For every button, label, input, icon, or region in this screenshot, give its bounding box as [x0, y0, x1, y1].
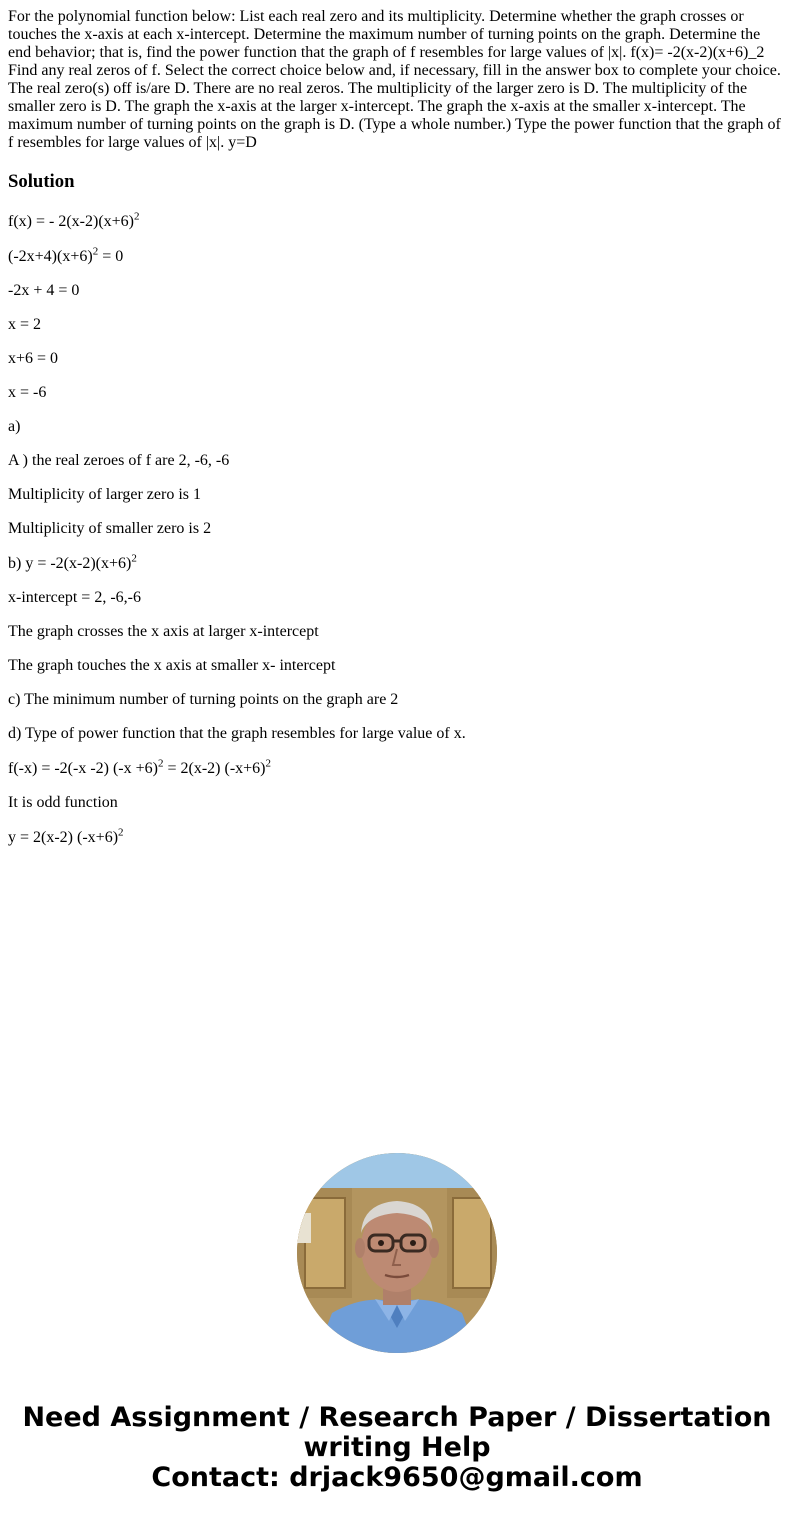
solution-line: b) $y = -2(x-2)(x+6)^2$: [8, 552, 137, 572]
solution-line: Multiplicity of larger zero is 1: [8, 486, 201, 503]
author-photo: [297, 1153, 497, 1353]
solution-line: y = 2(x-2) $(-x+6)^2$: [8, 826, 124, 846]
banner-line: Need Assignment / Research Paper / Dissertation: [22, 1402, 772, 1433]
contact-banner: [0, 1403, 794, 1493]
solution-line: A ) the real zeroes of f are 2, -6, -6: [8, 452, 230, 469]
solution-body: [8, 212, 786, 863]
solution-line: It is odd function: [8, 794, 118, 811]
solution-line: a): [8, 418, 21, 435]
author-photo-illustration: [297, 1153, 497, 1353]
solution-line: d) Type of power function that the graph resembles for large value of x.: [8, 725, 466, 742]
solution-line: f(x) = - $2(x-2)(x+6)^2$: [8, 210, 140, 230]
solution-line: x-intercept = 2, -6,-6: [8, 589, 141, 606]
solution-line: f(-x) = -2(-x -2) $(-x +6)^2 = 2(x-2)$ $(-x+6)^2$: [8, 757, 271, 777]
solution-heading: Solution: [8, 171, 75, 192]
solution-line: c) The minimum number of turning points on the graph are 2: [8, 691, 399, 708]
solution-line: x = -6: [8, 384, 47, 401]
solution-line: $(-2x+4)(x+6)^2 = 0$: [8, 245, 124, 265]
contact-email: Contact: drjack9650@gmail.com: [151, 1462, 643, 1493]
solution-line: x = 2: [8, 316, 42, 333]
solution-line: The graph crosses the x axis at larger x-intercept: [8, 623, 319, 640]
solution-line: The graph touches the x axis at smaller x- intercept: [8, 657, 336, 674]
solution-line: x+6 = 0: [8, 350, 59, 367]
solution-line: -2x + 4 = 0: [8, 282, 80, 299]
banner-line: writing Help: [303, 1432, 491, 1463]
solution-line: Multiplicity of smaller zero is 2: [8, 520, 212, 537]
question-text: For the polynomial function below: List each real zero and its multiplicity. Determine whether the graph crosses or touches the x-axis at each x-intercept. Determine the maximum number of turning points on the graph. Determine the end behavior; that is, find the power function that the graph of f resembles for large values of |x|. f(x)= -2(x-2)(x+6)_2 Find any real zeros of f. Select the correct choice below and, if necessary, fill in the answer box to complete your choice. The real zero(s) off is/are D. There are no real zeros. The multiplicity of the larger zero is D. The multiplicity of the smaller zero is D. The graph the x-axis at the larger x-intercept. The graph the x-axis at the smaller x-intercept. The maximum number of turning points on the graph is D. (Type a whole number.) Type the power function that the graph of f resembles for large values of |x|. y=D: [8, 8, 781, 151]
